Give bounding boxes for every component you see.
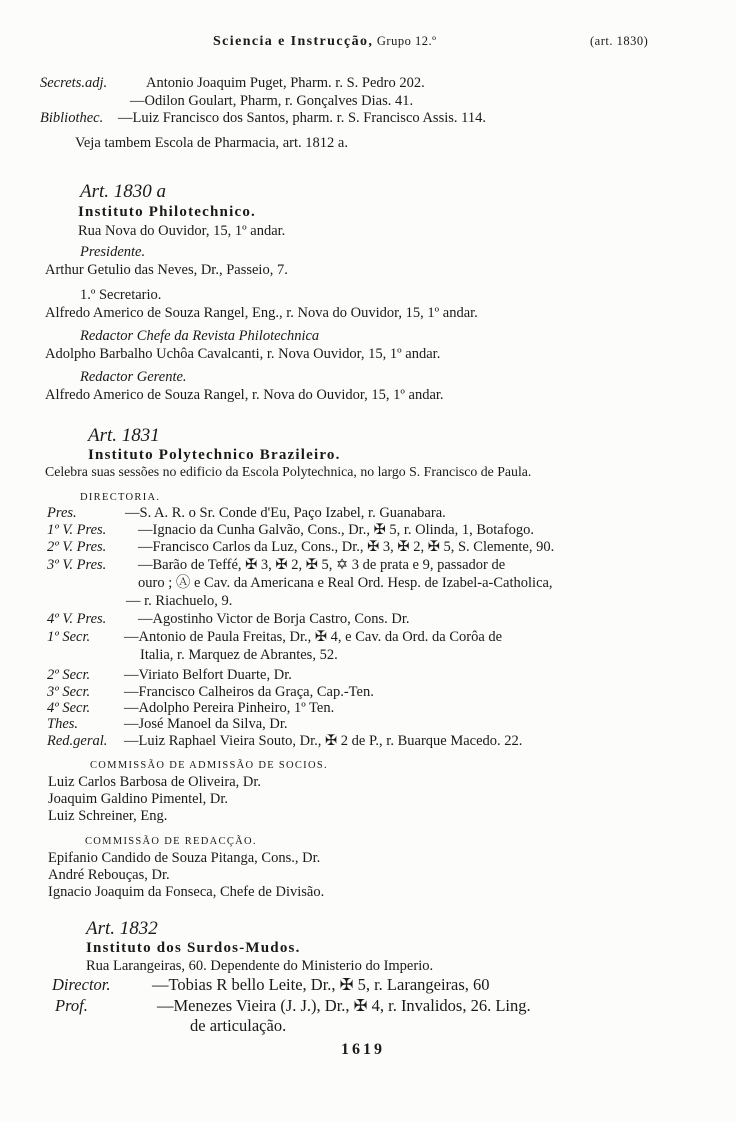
header-title: Sciencia e Instrucção, <box>213 34 374 49</box>
line-pres: —S. A. R. o Sr. Conde d'Eu, Paço Izabel, r. Guanabara. <box>125 505 446 521</box>
line-3v-pres-cont1: ouro ; Ⓐ e Cav. da Americana e Real Ord. Hesp. de Izabel-a-Catholica, <box>138 575 553 591</box>
line-prof: —Menezes Vieira (J. J.), Dr., ✠ 4, r. Invalidos, 26. Ling. <box>157 996 531 1015</box>
line-goulart: —Odilon Goulart, Pharm, r. Gonçalves Dias. 41. <box>130 93 414 109</box>
line-veja-tambem: Veja tambem Escola de Pharmacia, art. 1812 a. <box>75 135 348 151</box>
label-2-secr: 2º Secr. <box>47 667 91 683</box>
line-1-secr: —Antonio de Paula Freitas, Dr., ✠ 4, e Cav. da Ord. da Corôa de <box>124 629 503 645</box>
page-number: 1619 <box>341 1041 385 1058</box>
label-bibliothec: Bibliothec. <box>40 110 104 126</box>
role-redactor-gerente: Redactor Gerente. <box>80 369 187 385</box>
line-3v-pres: —Barão de Teffé, ✠ 3, ✠ 2, ✠ 5, ✡ 3 de prata e 9, passador de <box>138 557 506 573</box>
label-director: Director. <box>52 975 111 994</box>
role-redactor-chefe: Redactor Chefe da Revista Philotechnica <box>80 328 320 344</box>
art-1832-name: Instituto dos Surdos-Mudos. <box>86 940 301 956</box>
line-4v-pres: —Agostinho Victor de Borja Castro, Cons. Dr. <box>138 611 410 627</box>
art-1830a-address: Rua Nova do Ouvidor, 15, 1º andar. <box>78 223 286 239</box>
line-4-secr: —Adolpho Pereira Pinheiro, 1º Ten. <box>124 700 335 716</box>
label-prof: Prof. <box>55 996 88 1015</box>
art-1830a-name: Instituto Philotechnico. <box>78 204 256 220</box>
commissao-admissao-member-1: Luiz Carlos Barbosa de Oliveira, Dr. <box>48 774 262 790</box>
art-1832-address: Rua Larangeiras, 60. Dependente do Ministerio do Imperio. <box>86 958 434 974</box>
role-presidente: Presidente. <box>80 244 146 260</box>
label-4-secr: 4º Secr. <box>47 700 91 716</box>
line-1v-pres: —Ignacio da Cunha Galvão, Cons., Dr., ✠ 5, r. Olinda, 1, Botafogo. <box>138 522 534 538</box>
art-1831-heading: Art. 1831 <box>88 425 160 446</box>
line-red-geral: —Luiz Raphael Vieira Souto, Dr., ✠ 2 de P., r. Buarque Macedo. 22. <box>124 733 523 749</box>
label-1-secr: 1º Secr. <box>47 629 91 645</box>
label-2v-pres: 2º V. Pres. <box>47 539 107 555</box>
line-1-secr-cont: Italia, r. Marquez de Abrantes, 52. <box>140 647 338 663</box>
running-header <box>213 32 436 51</box>
label-3-secr: 3º Secr. <box>47 684 91 700</box>
label-secrets-adj: Secrets.adj. <box>40 75 108 91</box>
line-puget: Antonio Joaquim Puget, Pharm. r. S. Pedro 202. <box>146 75 425 91</box>
line-thes: —José Manoel da Silva, Dr. <box>124 716 288 732</box>
label-thes: Thes. <box>47 716 79 732</box>
art-1832-heading: Art. 1832 <box>86 918 158 939</box>
name-redactor-gerente: Alfredo Americo de Souza Rangel, r. Nova do Ouvidor, 15, 1º andar. <box>45 387 444 403</box>
label-4v-pres: 4º V. Pres. <box>47 611 107 627</box>
commissao-redaccao-member-3: Ignacio Joaquim da Fonseca, Chefe de Divisão. <box>48 884 325 900</box>
header-group: Grupo 12.º <box>376 34 437 48</box>
label-3v-pres: 3º V. Pres. <box>47 557 107 573</box>
commissao-admissao-title: COMMISSÃO DE ADMISSÃO DE SOCIOS. <box>90 760 328 771</box>
label-pres: Pres. <box>47 505 77 521</box>
art-1830a-heading: Art. 1830 a <box>80 181 167 202</box>
art-1831-intro: Celebra suas sessões no edificio da Escola Polytechnica, no largo S. Francisco de Paula. <box>45 464 532 479</box>
commissao-admissao-member-2: Joaquim Galdino Pimentel, Dr. <box>48 791 229 807</box>
art-1831-name: Instituto Polytechnico Brazileiro. <box>88 447 341 463</box>
line-3v-pres-cont2: — r. Riachuelo, 9. <box>126 593 233 609</box>
commissao-admissao-member-3: Luiz Schreiner, Eng. <box>48 808 168 824</box>
line-3-secr: —Francisco Calheiros da Graça, Cap.-Ten. <box>124 684 374 700</box>
role-1-secretario: 1.º Secretario. <box>80 287 162 303</box>
label-red-geral: Red.geral. <box>47 733 108 749</box>
line-director: —Tobias R bello Leite, Dr., ✠ 5, r. Larangeiras, 60 <box>152 975 490 994</box>
commissao-redaccao-member-2: André Rebouças, Dr. <box>48 867 170 883</box>
name-redactor-chefe: Adolpho Barbalho Uchôa Cavalcanti, r. Nova Ouvidor, 15, 1º andar. <box>45 346 441 362</box>
name-presidente: Arthur Getulio das Neves, Dr., Passeio, 7. <box>45 262 288 278</box>
header-article-ref: (art. 1830) <box>590 34 649 48</box>
line-2-secr: —Viriato Belfort Duarte, Dr. <box>124 667 292 683</box>
line-santos: —Luiz Francisco dos Santos, pharm. r. S. Francisco Assis. 114. <box>118 110 486 126</box>
line-2v-pres: —Francisco Carlos da Luz, Cons., Dr., ✠ 3, ✠ 2, ✠ 5, S. Clemente, 90. <box>138 539 555 555</box>
commissao-redaccao-title: COMMISSÃO DE REDACÇÃO. <box>85 836 257 847</box>
line-prof-cont: de articulação. <box>190 1016 287 1035</box>
label-1v-pres: 1º V. Pres. <box>47 522 107 538</box>
name-1-secretario: Alfredo Americo de Souza Rangel, Eng., r. Nova do Ouvidor, 15, 1º andar. <box>45 305 478 321</box>
directoria-title: DIRECTORIA. <box>80 492 161 503</box>
commissao-redaccao-member-1: Epifanio Candido de Souza Pitanga, Cons., Dr. <box>48 850 321 866</box>
